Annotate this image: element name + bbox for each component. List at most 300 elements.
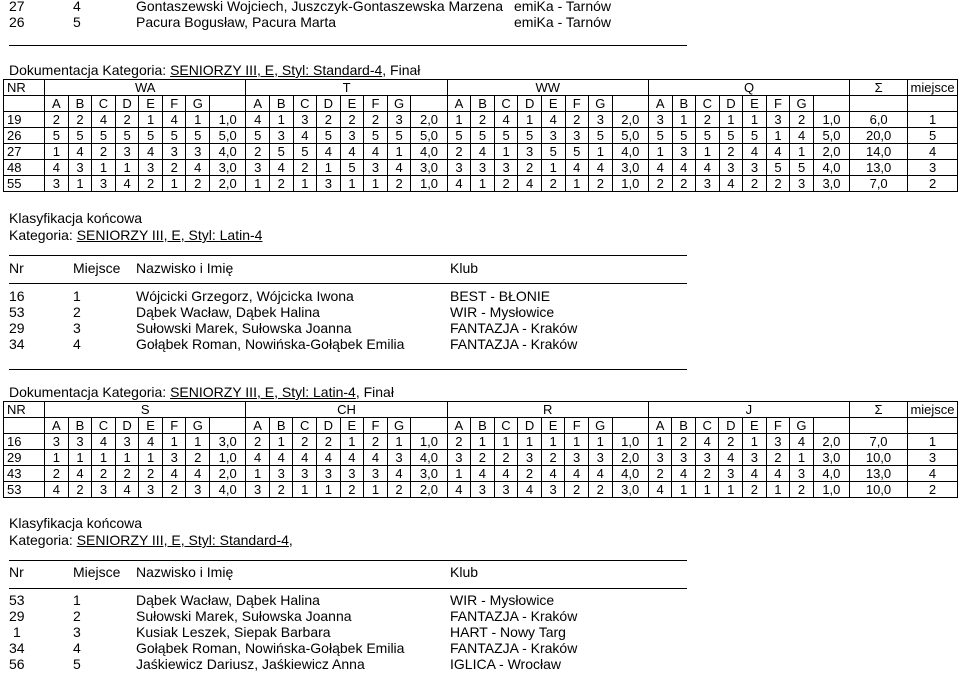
- judge-header: G: [790, 418, 814, 434]
- score-cell: 7,0: [850, 176, 908, 192]
- score-cell: 4: [45, 482, 69, 498]
- score-row: [4, 128, 958, 144]
- score-cell: 4: [162, 466, 186, 482]
- result-nr: 16: [9, 288, 25, 304]
- score-cell: 1: [317, 482, 341, 498]
- score-cell: 3: [672, 144, 696, 160]
- score-cell: 5,0: [210, 128, 246, 144]
- judge-header: B: [672, 96, 696, 112]
- judge-header: F: [364, 418, 388, 434]
- result-club: HART - Nowy Targ: [450, 624, 566, 640]
- judge-header: G: [387, 418, 411, 434]
- heading-style: Latin-4: [313, 384, 356, 400]
- result-place: 2: [73, 608, 81, 624]
- score-cell: 5: [790, 160, 814, 176]
- score-cell: 3: [471, 160, 495, 176]
- score-cell: 2: [139, 466, 163, 482]
- score-cell: 2: [743, 482, 767, 498]
- score-cell: 5: [68, 128, 92, 144]
- judge-header: B: [471, 418, 495, 434]
- score-cell: 2,0: [612, 112, 648, 128]
- judge-header: A: [648, 418, 672, 434]
- score-cell: 1: [565, 434, 589, 450]
- score-cell: 1: [766, 128, 790, 144]
- dance-header: CH: [246, 402, 447, 418]
- couple-nr: 27: [4, 144, 45, 160]
- score-cell: 4: [340, 450, 364, 466]
- final-place: 2: [908, 176, 958, 192]
- score-cell: 2: [293, 160, 317, 176]
- score-cell: 5: [92, 128, 116, 144]
- score-row: [4, 466, 958, 482]
- score-cell: 5: [364, 128, 388, 144]
- score-cell: 3: [68, 160, 92, 176]
- score-cell: 4,0: [813, 466, 849, 482]
- score-cell: 4: [471, 466, 495, 482]
- score-cell: 3: [719, 466, 743, 482]
- heading-mid: , Styl:: [274, 384, 313, 400]
- score-cell: 2: [364, 112, 388, 128]
- score-cell: 4: [494, 466, 518, 482]
- score-cell: 1: [162, 434, 186, 450]
- judge-header: G: [588, 418, 612, 434]
- judge-header: C: [696, 96, 720, 112]
- category-prefix: Kategoria:: [9, 532, 77, 548]
- final-place: 5: [908, 128, 958, 144]
- score-cell: 2: [790, 112, 814, 128]
- score-cell: 4: [719, 450, 743, 466]
- score-cell: 1: [92, 160, 116, 176]
- score-cell: 4: [648, 482, 672, 498]
- score-cell: 5: [246, 128, 270, 144]
- score-cell: 5: [696, 128, 720, 144]
- judge-header: B: [672, 418, 696, 434]
- score-cell: 1: [696, 144, 720, 160]
- score-cell: 1: [648, 434, 672, 450]
- score-cell: 2: [269, 482, 293, 498]
- score-cell: 5: [648, 128, 672, 144]
- score-cell: 1: [115, 160, 139, 176]
- score-cell: 4: [589, 160, 613, 176]
- score-cell: 1: [447, 466, 471, 482]
- score-cell: 2: [115, 112, 139, 128]
- score-cell: 3,0: [612, 482, 648, 498]
- score-cell: 1: [340, 176, 364, 192]
- result-name: Sułowski Marek, Sułowska Joanna: [136, 320, 352, 336]
- score-cell: 4: [68, 466, 92, 482]
- result-place: 3: [73, 624, 81, 640]
- place-header: miejsce: [908, 80, 958, 96]
- score-cell: 3: [518, 450, 542, 466]
- score-cell: 4: [743, 144, 767, 160]
- blank-cell: [4, 418, 45, 434]
- scores-table: [3, 79, 958, 192]
- score-cell: 1: [293, 482, 317, 498]
- score-cell: 4: [766, 144, 790, 160]
- result-place: 5: [73, 14, 81, 30]
- result-name: Gontaszewski Wojciech, Juszczyk-Gontaszewska Marzena: [136, 0, 503, 14]
- result-club: FANTAZJA - Kraków: [450, 320, 578, 336]
- score-cell: 4: [518, 482, 542, 498]
- judge-header: G: [589, 96, 613, 112]
- judge-header: A: [447, 96, 471, 112]
- score-cell: 4: [648, 160, 672, 176]
- score-cell: 3: [696, 176, 720, 192]
- score-cell: 10,0: [850, 482, 908, 498]
- score-cell: 7,0: [850, 434, 908, 450]
- dance-header: Q: [648, 80, 849, 96]
- score-cell: 1,0: [813, 482, 849, 498]
- score-row: [4, 112, 958, 128]
- score-cell: 2: [589, 176, 613, 192]
- score-cell: 3: [672, 450, 696, 466]
- score-cell: 2: [648, 176, 672, 192]
- blank-cell: [411, 96, 447, 112]
- score-cell: 4: [364, 450, 388, 466]
- score-cell: 5: [269, 144, 293, 160]
- result-nr: 1: [13, 624, 21, 640]
- score-cell: 2: [588, 482, 612, 498]
- score-cell: 1: [387, 434, 411, 450]
- result-club: BEST - BŁONIE: [450, 288, 551, 304]
- result-place: 4: [73, 336, 81, 352]
- judge-header: C: [695, 418, 719, 434]
- score-cell: 3: [317, 466, 341, 482]
- divider: [9, 369, 687, 370]
- score-cell: 14,0: [850, 144, 908, 160]
- final-place: 4: [908, 466, 958, 482]
- score-row: [4, 160, 958, 176]
- score-cell: 1: [766, 482, 790, 498]
- header-nr: NR: [4, 80, 45, 96]
- score-cell: 4: [364, 144, 388, 160]
- score-cell: 2: [162, 482, 186, 498]
- score-cell: 3: [45, 434, 69, 450]
- score-cell: 6,0: [850, 112, 908, 128]
- score-cell: 3,0: [411, 160, 447, 176]
- score-row: [4, 144, 958, 160]
- heading-prefix: Dokumentacja Kategoria:: [9, 384, 171, 400]
- score-cell: 3: [45, 176, 69, 192]
- judge-header: D: [317, 96, 341, 112]
- score-cell: 1: [269, 112, 293, 128]
- score-cell: 5: [387, 128, 411, 144]
- result-club: FANTAZJA - Kraków: [450, 336, 578, 352]
- score-cell: 4: [92, 434, 116, 450]
- place-header: miejsce: [908, 402, 958, 418]
- judge-header: G: [790, 96, 814, 112]
- score-cell: 5: [45, 128, 69, 144]
- score-cell: 2: [471, 112, 495, 128]
- score-cell: 1: [518, 112, 542, 128]
- category-name: SENIORZY III, E: [76, 532, 181, 548]
- blank-cell: [850, 96, 908, 112]
- classification-category: [9, 532, 293, 548]
- doc-heading: [9, 62, 420, 78]
- judge-header: G: [186, 96, 210, 112]
- result-nr: 26: [9, 14, 25, 30]
- score-cell: 1: [186, 112, 210, 128]
- score-cell: 5: [743, 128, 767, 144]
- couple-nr: 16: [4, 434, 45, 450]
- score-cell: 3: [293, 112, 317, 128]
- result-club: IGLICA - Wrocław: [450, 656, 561, 672]
- score-cell: 1: [364, 482, 388, 498]
- score-cell: 3: [162, 450, 186, 466]
- score-cell: 1: [45, 144, 69, 160]
- blank-cell: [612, 96, 648, 112]
- judge-header: E: [743, 96, 767, 112]
- score-cell: 1: [494, 434, 518, 450]
- score-cell: 2: [92, 144, 116, 160]
- score-cell: 4: [766, 466, 790, 482]
- score-cell: 4: [246, 112, 270, 128]
- judge-header: A: [648, 96, 672, 112]
- score-cell: 4: [518, 176, 542, 192]
- score-cell: 10,0: [850, 450, 908, 466]
- score-cell: 3: [317, 176, 341, 192]
- score-cell: 2,0: [612, 450, 648, 466]
- score-cell: 3: [115, 434, 139, 450]
- score-cell: 4: [68, 144, 92, 160]
- judge-header: C: [494, 418, 518, 434]
- judge-header: G: [387, 96, 411, 112]
- score-cell: 4: [186, 466, 210, 482]
- heading-suffix: , Finał: [382, 62, 421, 78]
- result-nr: 53: [9, 592, 25, 608]
- score-cell: 4: [115, 176, 139, 192]
- score-cell: 4: [269, 450, 293, 466]
- score-cell: 4: [541, 466, 565, 482]
- score-cell: 2: [719, 434, 743, 450]
- score-cell: 4: [447, 176, 471, 192]
- score-cell: 13,0: [850, 160, 908, 176]
- classification-category: [9, 227, 262, 243]
- score-cell: 1: [364, 176, 388, 192]
- score-cell: 1: [186, 434, 210, 450]
- score-cell: 2: [387, 176, 411, 192]
- blank-cell: [210, 418, 246, 434]
- score-cell: 3: [364, 466, 388, 482]
- score-cell: 1: [471, 434, 495, 450]
- score-cell: 5,0: [612, 128, 648, 144]
- judge-header: D: [317, 418, 341, 434]
- score-cell: 2: [269, 176, 293, 192]
- header-place: Miejsce: [73, 564, 121, 580]
- result-club: emiKa - Tarnów: [514, 0, 612, 14]
- divider: [9, 45, 687, 46]
- score-cell: 2: [719, 144, 743, 160]
- score-cell: 3: [541, 482, 565, 498]
- score-cell: 2: [340, 482, 364, 498]
- score-cell: 2: [139, 176, 163, 192]
- score-cell: 3: [790, 176, 814, 192]
- scores-table: [3, 401, 958, 498]
- header-nr: NR: [4, 402, 45, 418]
- couple-nr: 48: [4, 160, 45, 176]
- doc-heading: [9, 384, 394, 400]
- score-cell: 1: [471, 176, 495, 192]
- category-prefix: Kategoria:: [9, 227, 77, 243]
- score-cell: 5: [494, 128, 518, 144]
- score-row: [4, 482, 958, 498]
- couple-nr: 26: [4, 128, 45, 144]
- score-cell: 1: [317, 160, 341, 176]
- score-cell: 2: [695, 466, 719, 482]
- score-cell: 2: [672, 176, 696, 192]
- header-name: Nazwisko i Imię: [136, 564, 234, 580]
- score-cell: 4: [719, 176, 743, 192]
- score-row: [4, 450, 958, 466]
- score-cell: 2: [68, 112, 92, 128]
- dance-header: WA: [45, 80, 246, 96]
- score-cell: 1: [565, 176, 589, 192]
- judge-header-row: [4, 418, 958, 434]
- result-name: Dąbek Wacław, Dąbek Halina: [136, 592, 320, 608]
- score-cell: 2: [541, 176, 565, 192]
- final-place: 2: [908, 482, 958, 498]
- score-cell: 2: [186, 176, 210, 192]
- dance-header: R: [447, 402, 648, 418]
- score-cell: 2: [471, 450, 495, 466]
- judge-header: B: [471, 96, 495, 112]
- result-name: Wójcicki Grzegorz, Wójcicka Iwona: [136, 288, 354, 304]
- score-cell: 1: [340, 434, 364, 450]
- score-cell: 1: [387, 144, 411, 160]
- dance-header: WW: [447, 80, 648, 96]
- result-name: Pacura Bogusław, Pacura Marta: [136, 14, 336, 30]
- result-name: Gołąbek Roman, Nowińska-Gołąbek Emilia: [136, 336, 405, 352]
- couple-nr: 43: [4, 466, 45, 482]
- judge-header: E: [743, 418, 767, 434]
- score-cell: 5: [115, 128, 139, 144]
- score-cell: 2: [115, 466, 139, 482]
- score-cell: 3: [246, 482, 270, 498]
- judge-header: A: [447, 418, 471, 434]
- category-style: Latin-4: [219, 227, 263, 243]
- score-cell: 1,0: [411, 176, 447, 192]
- score-cell: 4: [186, 160, 210, 176]
- blank-cell: [210, 96, 246, 112]
- judge-header: D: [518, 418, 542, 434]
- dance-header: S: [45, 402, 246, 418]
- judge-header: C: [92, 418, 116, 434]
- score-cell: 3: [648, 450, 672, 466]
- category-style: Standard-4: [219, 532, 289, 548]
- result-nr: 34: [9, 336, 25, 352]
- score-cell: 1: [541, 160, 565, 176]
- heading-suffix: , Finał: [355, 384, 394, 400]
- score-cell: 3: [186, 144, 210, 160]
- score-cell: 1: [589, 144, 613, 160]
- score-cell: 1: [719, 482, 743, 498]
- score-cell: 3,0: [411, 466, 447, 482]
- judge-header: B: [68, 96, 92, 112]
- score-cell: 4: [269, 160, 293, 176]
- score-cell: 2: [648, 466, 672, 482]
- score-cell: 3: [246, 160, 270, 176]
- blank-cell: [411, 418, 447, 434]
- score-cell: 1: [541, 434, 565, 450]
- category-suffix: ,: [288, 532, 293, 548]
- score-cell: 3: [139, 160, 163, 176]
- score-cell: 20,0: [850, 128, 908, 144]
- score-cell: 2: [790, 482, 814, 498]
- result-place: 1: [73, 288, 81, 304]
- score-cell: 2: [518, 160, 542, 176]
- score-cell: 2: [364, 434, 388, 450]
- blank-cell: [850, 418, 908, 434]
- score-cell: 2: [68, 482, 92, 498]
- divider: [9, 255, 687, 256]
- score-cell: 5: [340, 160, 364, 176]
- judge-header: E: [340, 96, 364, 112]
- result-name: Gołąbek Roman, Nowińska-Gołąbek Emilia: [136, 640, 405, 656]
- score-cell: 3: [743, 160, 767, 176]
- header-nr: Nr: [9, 564, 24, 580]
- score-cell: 1: [494, 144, 518, 160]
- result-place: 1: [73, 592, 81, 608]
- score-cell: 1,0: [411, 434, 447, 450]
- header-nr: Nr: [9, 260, 24, 276]
- header-club: Klub: [450, 564, 479, 580]
- score-cell: 4: [672, 160, 696, 176]
- classification-title: Klasyfikacja końcowa: [9, 515, 143, 531]
- score-row: [4, 434, 958, 450]
- score-cell: 2: [45, 466, 69, 482]
- score-cell: 3: [162, 144, 186, 160]
- score-cell: 3: [92, 482, 116, 498]
- result-club: WIR - Mysłowice: [450, 304, 555, 320]
- score-cell: 4: [317, 144, 341, 160]
- score-cell: 1,0: [612, 434, 648, 450]
- score-cell: 2: [743, 176, 767, 192]
- score-cell: 3: [494, 482, 518, 498]
- score-cell: 2: [186, 450, 210, 466]
- score-cell: 3: [648, 112, 672, 128]
- score-cell: 2: [45, 112, 69, 128]
- score-cell: 2: [246, 434, 270, 450]
- score-cell: 2,0: [813, 434, 849, 450]
- score-cell: 5: [719, 128, 743, 144]
- blank-cell: [908, 418, 958, 434]
- score-cell: 4: [743, 466, 767, 482]
- score-cell: 3: [695, 450, 719, 466]
- score-cell: 5: [589, 128, 613, 144]
- result-club: emiKa - Tarnów: [514, 14, 612, 30]
- score-cell: 1: [695, 482, 719, 498]
- score-cell: 4,0: [210, 482, 246, 498]
- judge-header: D: [518, 96, 542, 112]
- score-cell: 2: [494, 176, 518, 192]
- score-cell: 5: [541, 144, 565, 160]
- score-cell: 1: [719, 112, 743, 128]
- score-cell: 4: [387, 160, 411, 176]
- judge-header: D: [719, 96, 743, 112]
- score-cell: 2: [162, 160, 186, 176]
- result-nr: 56: [9, 656, 25, 672]
- score-cell: 5: [766, 160, 790, 176]
- score-cell: 1,0: [813, 112, 849, 128]
- header-club: Klub: [450, 260, 479, 276]
- blank-cell: [612, 418, 648, 434]
- score-cell: 3: [518, 144, 542, 160]
- score-cell: 3: [364, 160, 388, 176]
- score-cell: 3: [790, 466, 814, 482]
- result-place: 4: [73, 640, 81, 656]
- divider: [9, 588, 687, 589]
- score-cell: 2: [565, 112, 589, 128]
